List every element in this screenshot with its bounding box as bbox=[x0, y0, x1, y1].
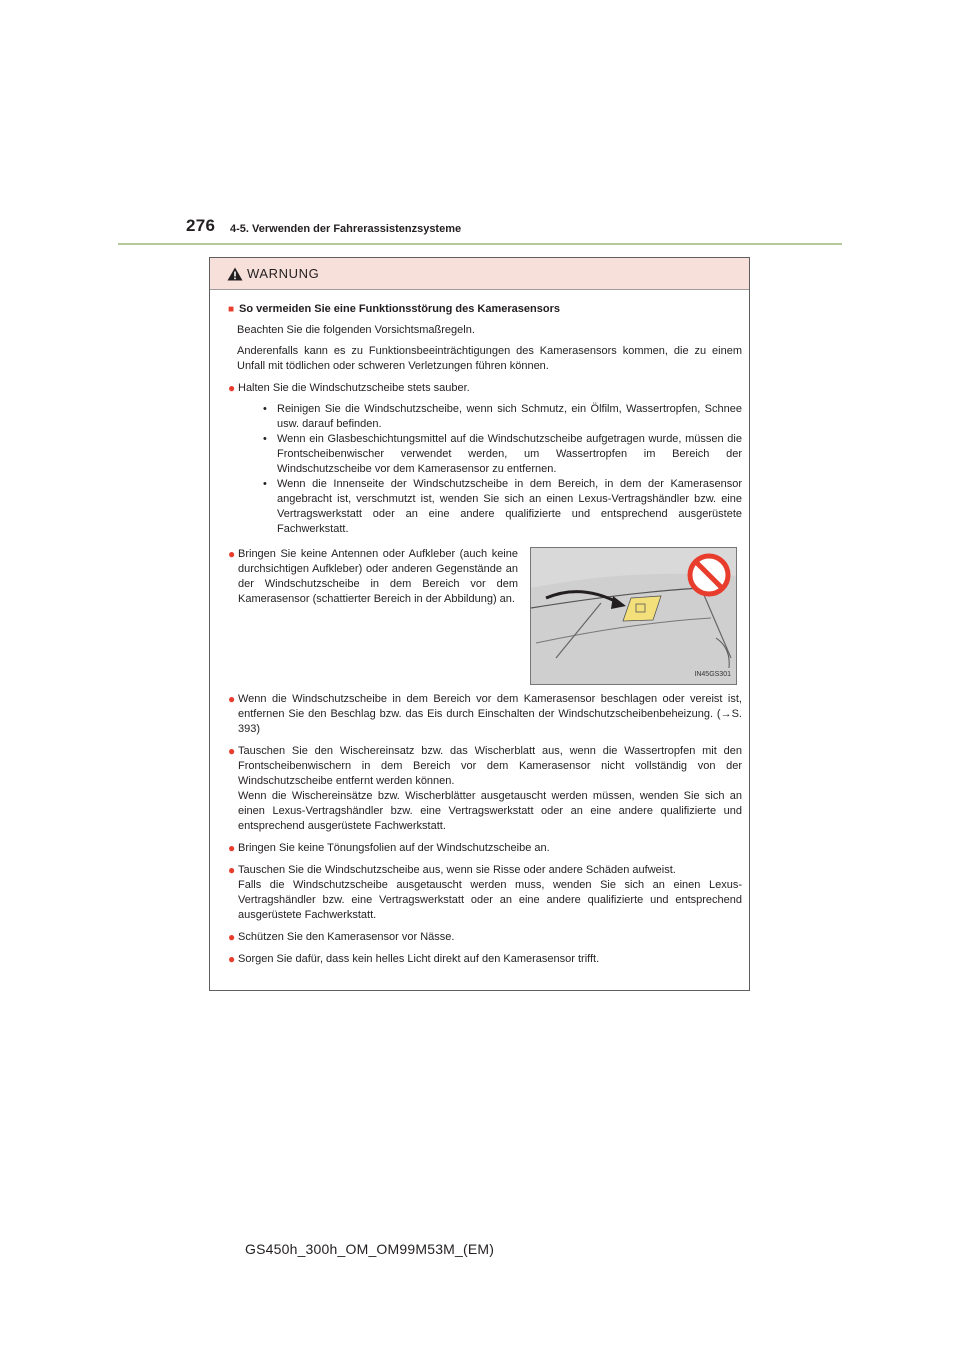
bullet-text: Tauschen Sie den Wischereinsatz bzw. das Wischerblatt aus, wenn die Wassertropfen mit den Frontscheibenwischern in dem Bereich vor dem Kamerasensor nicht vollständig von der Windschutzscheibe entfernt werden können. bbox=[238, 745, 742, 787]
list-item bbox=[228, 692, 742, 737]
warning-heading bbox=[228, 302, 742, 317]
warning-heading-text: So vermeiden Sie eine Funktionsstörung des Kamerasensors bbox=[239, 303, 560, 315]
figure-row bbox=[228, 547, 742, 685]
warning-triangle-icon bbox=[227, 267, 243, 281]
sub-item-text: Wenn die Innenseite der Windschutzscheibe in dem Bereich, in dem der Kamerasensor angebracht ist, verschmutzt ist, wenden Sie sich an einen Lexus-Vertragshändler bzw. eine Vertragswerkstatt oder an eine andere qualifizierte und entsprechend ausgerüstete Fachwerkstatt. bbox=[277, 478, 742, 535]
bullet-text: Wenn die Wischereinsätze bzw. Wischerblätter ausgetauscht werden müssen, wenden Sie sich an einen Lexus-Vertragshändler bzw. eine Vertragswerkstatt oder an eine andere qualifizierte und entsprechend ausgerüstete Fachwerkstatt. bbox=[238, 790, 742, 832]
intro-text-2: Anderenfalls kann es zu Funktionsbeeinträchtigungen des Kamerasensors kommen, die zu einem Unfall mit tödlichen oder schweren Verletzungen führen können. bbox=[237, 345, 742, 372]
windshield-figure bbox=[530, 547, 737, 685]
figure-code: IN45GS301 bbox=[694, 671, 731, 678]
warning-header bbox=[210, 258, 749, 290]
intro-text-1: Beachten Sie die folgenden Vorsichtsmaßregeln. bbox=[237, 324, 475, 336]
bullet-text: Bringen Sie keine Antennen oder Aufkleber (auch keine durchsichtigen Aufkleber) oder anderen Gegenstände an der Windschutzscheibe in dem Bereich vor dem Kamerasensor (schattierter Bereich in der Abbildung) an. bbox=[238, 548, 518, 605]
square-bullet-icon: ■ bbox=[228, 304, 235, 315]
bullet-text: Tauschen Sie die Windschutzscheibe aus, wenn sie Risse oder andere Schäden aufweist. bbox=[238, 864, 676, 876]
bullet-icon: ● bbox=[228, 952, 236, 966]
bullet-icon: ● bbox=[228, 692, 236, 706]
list-item bbox=[228, 547, 518, 607]
sub-list-item: • Reinigen Sie die Windschutzscheibe, wenn sich Schmutz, ein Ölfilm, Wassertropfen, Schnee usw. darauf befinden. bbox=[263, 403, 742, 430]
bullet-icon: ● bbox=[228, 547, 236, 561]
header-rule bbox=[118, 243, 842, 245]
sub-list-item: • Wenn ein Glasbeschichtungsmittel auf die Windschutzscheibe aufgetragen wurde, müssen die Frontscheibenwischer verwendet werden, um Wassertropfen im Bereich der Windschutzscheibe vor dem Kamerasensor zu entfernen. bbox=[263, 433, 742, 475]
sub-item-text: Wenn ein Glasbeschichtungsmittel auf die Windschutzscheibe aufgetragen wurde, müssen die Frontscheibenwischer verwendet werden, um Wassertropfen im Bereich der Windschutzscheibe vor dem Kamerasensor zu entfernen. bbox=[277, 433, 742, 475]
bullet-text: Schützen Sie den Kamerasensor vor Nässe. bbox=[238, 931, 455, 943]
bullet-text: Falls die Windschutzscheibe ausgetauscht werden muss, wenden Sie sich an einen Lexus-Vertragshändler bzw. eine Vertragswerkstatt oder an eine andere qualifizierte und entsprechend ausgerüstete Fachwerkstatt. bbox=[238, 879, 742, 921]
bullet-icon: ● bbox=[228, 381, 236, 395]
bullet-icon: ● bbox=[228, 930, 236, 944]
warning-title: WARNUNG bbox=[247, 266, 320, 281]
bullet-text: Wenn die Windschutzscheibe in dem Bereich vor dem Kamerasensor beschlagen oder vereist ist, entfernen Sie den Beschlag bzw. das Eis durch Einschalten der Windschutzscheibenbeheizung. (→S. 393) bbox=[238, 693, 742, 735]
list-item bbox=[228, 952, 742, 967]
list-item bbox=[228, 381, 742, 537]
windshield-illustration bbox=[531, 548, 736, 684]
bullet-icon: ● bbox=[228, 744, 236, 758]
list-item bbox=[228, 930, 742, 945]
list-item bbox=[228, 863, 742, 923]
list-item bbox=[228, 841, 742, 856]
bullet-icon: ● bbox=[228, 841, 236, 855]
footer-document-code: GS450h_300h_OM_OM99M53M_(EM) bbox=[245, 1241, 495, 1257]
sub-list-item: • Wenn die Innenseite der Windschutzscheibe in dem Bereich, in dem der Kamerasensor angebracht ist, verschmutzt ist, wenden Sie sich an einen Lexus-Vertragshändler bzw. eine Vertragswerkstatt oder an eine andere qualifizierte und entsprechend ausgerüstete Fachwerkstatt. bbox=[263, 478, 742, 535]
warning-box bbox=[209, 257, 750, 991]
list-item bbox=[228, 744, 742, 834]
page-number: 276 bbox=[186, 216, 216, 235]
bullet-text: Halten Sie die Windschutzscheibe stets sauber. bbox=[238, 382, 470, 394]
sub-list bbox=[238, 402, 742, 537]
sub-item-text: Reinigen Sie die Windschutzscheibe, wenn sich Schmutz, ein Ölfilm, Wassertropfen, Schnee usw. darauf befinden. bbox=[277, 403, 742, 430]
bullet-text: Bringen Sie keine Tönungsfolien auf der Windschutzscheibe an. bbox=[238, 842, 550, 854]
section-title: 4-5. Verwenden der Fahrerassistenzsysteme bbox=[230, 223, 462, 235]
bullet-text: Sorgen Sie dafür, dass kein helles Licht direkt auf den Kamerasensor trifft. bbox=[238, 953, 600, 965]
warning-body bbox=[210, 290, 749, 967]
bullet-icon: ● bbox=[228, 863, 236, 877]
